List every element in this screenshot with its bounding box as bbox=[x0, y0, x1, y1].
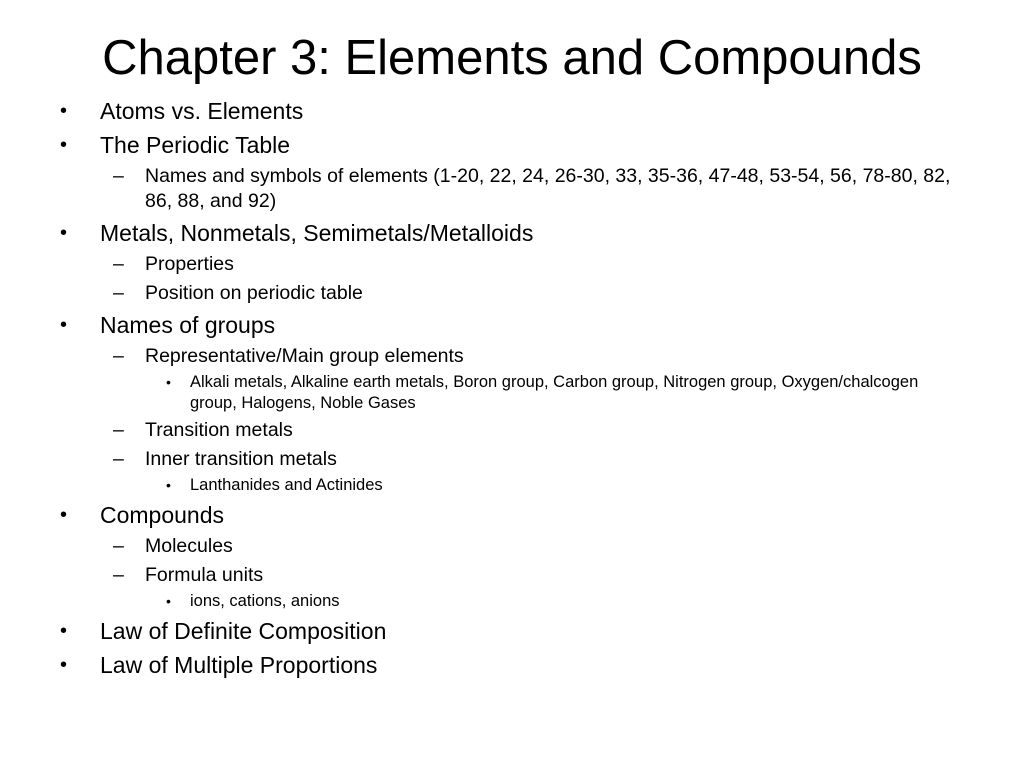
sub-item-label: Molecules bbox=[145, 535, 233, 557]
bullet-icon: • bbox=[166, 477, 171, 493]
dash-icon: – bbox=[113, 345, 124, 367]
sub-item-label: Formula units bbox=[145, 564, 264, 586]
list-item-label: Atoms vs. Elements bbox=[100, 98, 304, 124]
list-item-label: The Periodic Table bbox=[100, 132, 291, 158]
dash-icon: – bbox=[113, 253, 124, 275]
sub-item-transition bbox=[0, 418, 965, 443]
bullet-list bbox=[0, 92, 1024, 680]
sub-item-label: Position on periodic table bbox=[145, 282, 363, 304]
bullet-icon: • bbox=[60, 504, 68, 526]
sub-item-label: Inner transition metals bbox=[145, 448, 337, 470]
list-item-label: Law of Definite Composition bbox=[100, 618, 387, 644]
bullet-icon: • bbox=[166, 593, 171, 609]
sub-item-label: Representative/Main group elements bbox=[145, 345, 464, 367]
dash-icon: – bbox=[113, 419, 124, 441]
sub-item-label: Properties bbox=[145, 253, 234, 275]
dash-icon: – bbox=[113, 165, 124, 187]
list-item-label: Names of groups bbox=[100, 312, 276, 338]
list-item-label: Metals, Nonmetals, Semimetals/Metalloids bbox=[100, 220, 534, 246]
bullet-icon: • bbox=[60, 134, 68, 156]
dash-icon: – bbox=[113, 448, 124, 470]
sub-sub-item-label: ions, cations, anions bbox=[190, 592, 340, 610]
bullet-icon: • bbox=[60, 222, 68, 244]
list-item-atoms-vs-elements bbox=[0, 96, 940, 126]
slide-title: Chapter 3: Elements and Compounds bbox=[102, 31, 922, 85]
sub-sub-item-label: Alkali metals, Alkaline earth metals, Boron group, Carbon group, Nitrogen group, Oxygen/chalcogen group, Halogens, Noble Gases bbox=[190, 373, 919, 412]
sub-item-molecules bbox=[0, 534, 965, 559]
dash-icon: – bbox=[113, 564, 124, 586]
sub-item-position bbox=[0, 281, 965, 306]
sub-item-label: Transition metals bbox=[145, 419, 293, 441]
sub-sub-item-ions bbox=[0, 591, 950, 612]
dash-icon: – bbox=[113, 282, 124, 304]
sub-sub-item-representative-list bbox=[0, 372, 950, 414]
list-item-periodic-table bbox=[0, 130, 940, 160]
sub-sub-item-lanthanides bbox=[0, 475, 950, 496]
list-item-metals bbox=[0, 218, 940, 248]
list-item-label: Law of Multiple Proportions bbox=[100, 652, 378, 678]
sub-item-representative bbox=[0, 344, 965, 369]
sub-item-inner-transition bbox=[0, 447, 965, 472]
bullet-icon: • bbox=[166, 374, 171, 390]
list-item-names-of-groups bbox=[0, 310, 940, 340]
list-item-label: Compounds bbox=[100, 502, 225, 528]
list-item-compounds bbox=[0, 500, 940, 530]
sub-item-label: Names and symbols of elements (1-20, 22, 24, 26-30, 33, 35-36, 47-48, 53-54, 56, 78-80, 82, 86, 88, and 92) bbox=[145, 165, 951, 212]
list-item-definite-composition bbox=[0, 616, 940, 646]
dash-icon: – bbox=[113, 535, 124, 557]
sub-item-names-symbols bbox=[0, 164, 965, 214]
bullet-icon: • bbox=[60, 620, 68, 642]
sub-item-formula-units bbox=[0, 563, 965, 588]
bullet-icon: • bbox=[60, 654, 68, 676]
list-item-multiple-proportions bbox=[0, 650, 940, 680]
sub-sub-item-label: Lanthanides and Actinides bbox=[190, 476, 383, 494]
bullet-icon: • bbox=[60, 314, 68, 336]
sub-item-properties bbox=[0, 252, 965, 277]
bullet-icon: • bbox=[60, 100, 68, 122]
